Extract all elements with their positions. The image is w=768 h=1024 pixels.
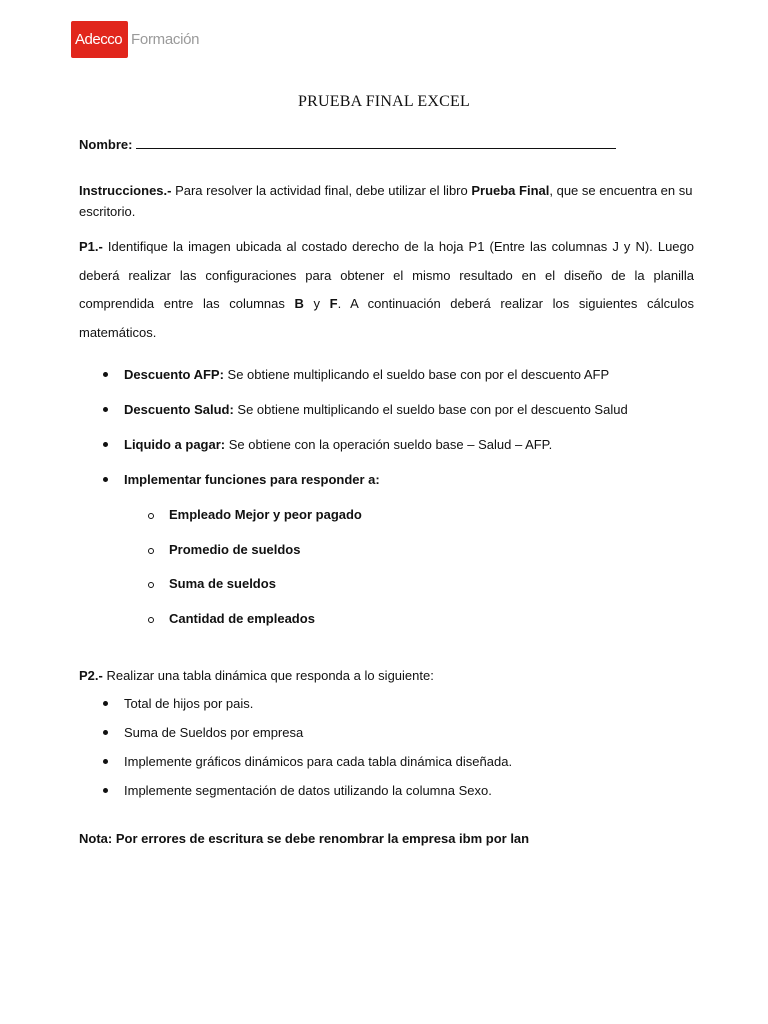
circle-bullet-icon [148,513,154,519]
list-item [79,693,694,714]
bullet-icon [103,372,108,377]
page-title: PRUEBA FINAL EXCEL [298,93,470,110]
p2-paragraph [79,665,694,686]
adecco-formacion-logo [71,21,199,58]
item-text: Se obtiene con la operación sueldo base – Salud – AFP. [225,437,553,452]
list-item [79,434,694,455]
p1-label: P1.- [79,239,103,254]
bullet-icon [103,477,108,482]
p2-text: Realizar una tabla dinámica que responda a lo siguiente: [102,668,434,683]
item-label: Liquido a pagar: [124,437,226,452]
p2-bullet-list [79,693,694,801]
subitem-text: Cantidad de empleados [169,610,315,626]
bullet-icon [103,701,108,706]
p1-text3: . A continuación deberá realizar los siguientes cálculos matemáticos. [79,296,694,340]
bullet-icon [103,759,108,764]
circle-bullet-icon [148,582,154,588]
p2-label: P2.- [79,668,103,683]
p1-text1: Identifique la imagen ubicada al costado derecho de la hoja P1 (Entre las columnas J y N). Luego deberá realizar las configuraciones para obtener el mismo resultado en el diseño de la planilla comprendida entre las columnas [79,239,694,311]
nota-paragraph: Nota: Por errores de escritura se debe renombrar la empresa ibm por lan [79,831,530,846]
subitem-text: Suma de sueldos [169,576,276,591]
list-item [79,751,694,772]
list-item [79,469,694,490]
item-text: Implemente gráficos dinámicos para cada tabla dinámica diseñada. [124,754,513,769]
bullet-icon [103,407,108,412]
nombre-blank-line [136,134,616,149]
item-label: Descuento Salud: [124,402,234,417]
item-label: Implementar funciones para responder a: [124,472,380,487]
list-item [79,364,694,385]
item-text: Se obtiene multiplicando el sueldo base con por el descuento AFP [223,367,610,382]
list-item [79,504,694,525]
bullet-icon [103,730,108,735]
list-item [79,780,694,801]
circle-bullet-icon [148,548,154,554]
p1-paragraph [79,233,694,347]
list-item [79,722,694,743]
item-label: Descuento AFP: [124,367,224,382]
instrucciones-paragraph [79,180,694,222]
p1-text2: y [303,296,330,311]
p1-sub-list [79,504,694,629]
nombre-label: Nombre: [79,137,133,152]
list-item [79,539,694,560]
subitem-text: Empleado Mejor y peor pagado [169,507,362,522]
item-text: Se obtiene multiplicando el sueldo base con por el descuento Salud [233,402,628,417]
bullet-icon [103,788,108,793]
circle-bullet-icon [148,617,154,623]
instrucciones-text2: , que se encuentra en su escritorio. [79,183,693,219]
logo-brand: Adecco [71,21,128,58]
nombre-field [79,134,639,155]
instrucciones-label: Instrucciones.- [79,183,172,198]
instrucciones-book: Prueba Final [471,183,550,198]
item-text: Total de hijos por pais. [124,696,254,711]
subitem-text: Promedio de sueldos [169,541,301,557]
p1-col-b: B [294,296,304,311]
list-item [79,608,694,629]
item-text: Suma de Sueldos por empresa [124,725,304,740]
p1-col-f: F [329,296,338,311]
list-item [79,573,694,594]
p1-bullet-list [79,364,694,490]
bullet-icon [103,442,108,447]
item-text: Implemente segmentación de datos utilizando la columna Sexo. [124,783,492,798]
list-item [79,399,694,420]
logo-sub: Formación [131,31,200,48]
instrucciones-text1: Para resolver la actividad final, debe utilizar el libro [171,183,472,198]
